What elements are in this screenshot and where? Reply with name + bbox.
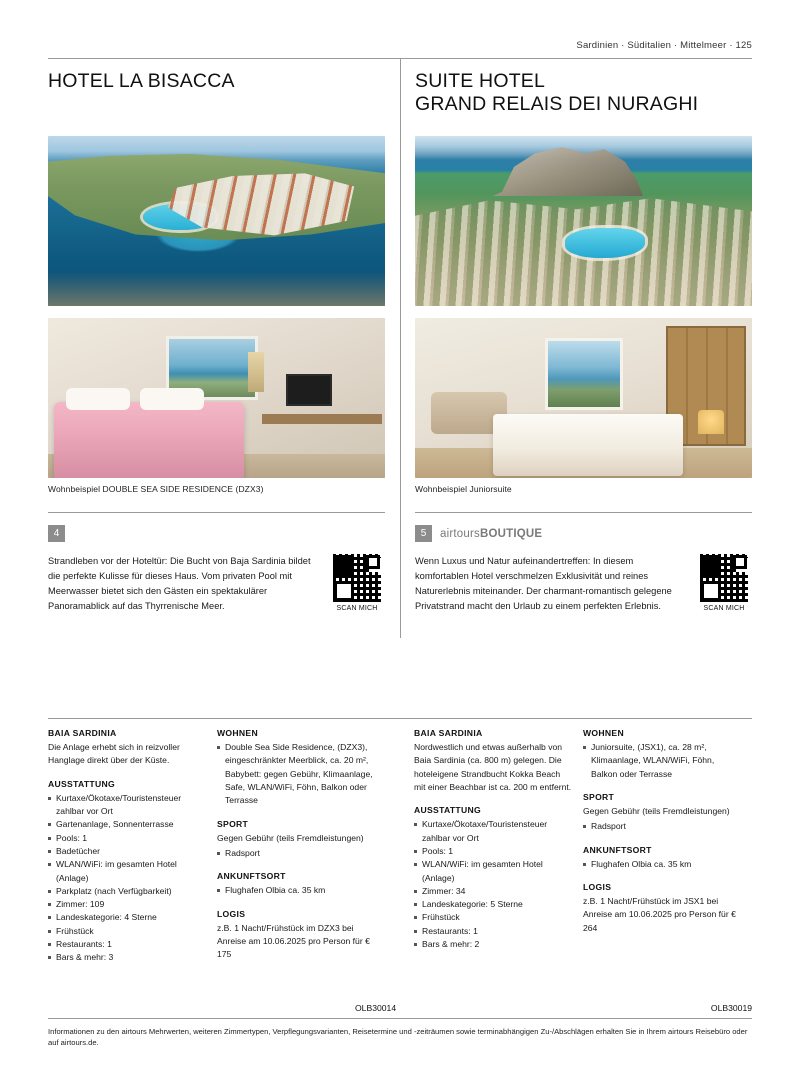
facts-list-ankunftsort [217, 884, 376, 897]
page-title-right-line2: GRAND RELAIS DEI NURAGHI [415, 93, 699, 115]
list-item: Pools: 1 [48, 832, 207, 845]
footer-note: Informationen zu den airtours Mehrwerten, weiteren Zimmertypen, Verpflegungsvarianten, Reisetermine und -zeiträumen sowie terminabhängigen Zu-/Abschlägen erhalten Sie in Ihrem airtours Reisebüro oder auf airtours.de. [48, 1027, 748, 1048]
facts-right-col2 [583, 728, 752, 965]
room-lamp [698, 410, 724, 434]
facts-heading-location: BAIA SARDINIA [48, 728, 117, 738]
room-pillow [140, 388, 204, 410]
badge-row-right [415, 525, 752, 542]
content-columns [48, 62, 752, 614]
page-title-right-line1: SUITE HOTEL [415, 70, 546, 92]
facts-heading-sport: SPORT [583, 791, 615, 802]
list-item: Bars & mehr: 2 [414, 938, 573, 951]
list-item: Radsport [583, 820, 742, 833]
list-item: Bars & mehr: 3 [48, 951, 207, 964]
list-item: Pools: 1 [414, 845, 573, 858]
pool-shape [565, 228, 645, 258]
coast-shape [48, 272, 385, 306]
list-item: Zimmer: 109 [48, 898, 207, 911]
qr-code-icon[interactable] [700, 554, 748, 602]
facts-heading-ankunftsort: ANKUNFTSORT [583, 844, 652, 855]
list-item: WLAN/WiFi: im gesamten Hotel (Anlage) [414, 858, 573, 885]
section-divider-left [48, 512, 385, 513]
facts-heading-logis: LOGIS [583, 881, 612, 892]
hotel-card-left [48, 62, 400, 614]
photo-caption-left: Wohnbeispiel DOUBLE SEA SIDE RESIDENCE (DZX3) [48, 484, 264, 494]
star-rating-badge-right: 5 [415, 525, 432, 542]
description-block-left [48, 554, 385, 614]
description-block-right [415, 554, 752, 614]
facts-heading-wohnen: WOHNEN [583, 728, 624, 738]
list-item: Flughafen Olbia ca. 35 km [217, 884, 376, 897]
facts-sport-text: Gegen Gebühr (teils Fremdleistungen) [217, 832, 364, 843]
hotel-code-right: OLB30019 [710, 1003, 752, 1013]
facts-heading-logis: LOGIS [217, 908, 246, 919]
pool-shape [143, 204, 215, 230]
facts-list-wohnen [217, 741, 376, 808]
facts-list-ausstattung [414, 818, 573, 951]
facts-sport-text: Gegen Gebühr (teils Fremdleistungen) [583, 805, 730, 816]
list-item: Landeskategorie: 4 Sterne [48, 911, 207, 924]
room-desk [262, 414, 382, 424]
list-item: WLAN/WiFi: im gesamten Hotel (Anlage) [48, 858, 207, 885]
list-item: Frühstück [48, 925, 207, 938]
section-divider-right [415, 512, 752, 513]
room-window [545, 338, 623, 410]
facts-list-ankunftsort [583, 858, 742, 871]
facts-list-ausstattung [48, 792, 207, 965]
room-bed [493, 414, 683, 476]
list-item: Restaurants: 1 [48, 938, 207, 951]
list-item: Kurtaxe/Ökotaxe/Touristensteuer zahlbar vor Ort [414, 818, 573, 845]
qr-label-right: SCAN MICH [703, 605, 745, 612]
facts-heading-wohnen: WOHNEN [217, 728, 258, 738]
qr-code-icon[interactable] [333, 554, 381, 602]
photo-caption-right: Wohnbeispiel Juniorsuite [415, 484, 512, 494]
facts-section [48, 728, 752, 965]
facts-left [48, 728, 400, 965]
hotel-photo-aerial-right [415, 136, 752, 306]
badge-row-left [48, 525, 385, 542]
facts-left-col1 [48, 728, 217, 965]
facts-right [400, 728, 752, 965]
facts-heading-ausstattung: AUSSTATTUNG [48, 778, 115, 789]
facts-heading-ankunftsort: ANKUNFTSORT [217, 871, 286, 882]
qr-block-left[interactable] [329, 554, 385, 614]
facts-heading-ausstattung: AUSSTATTUNG [414, 805, 481, 816]
room-pillow [66, 388, 130, 410]
qr-label-left: SCAN MICH [336, 605, 378, 612]
facts-list-sport [217, 847, 376, 860]
list-item: Flughafen Olbia ca. 35 km [583, 858, 742, 871]
facts-right-col1 [414, 728, 583, 965]
list-item: Frühstück [414, 911, 573, 924]
facts-divider [48, 718, 752, 719]
hotel-code-left: OLB30014 [355, 1003, 397, 1013]
boutique-prefix: airtours [440, 527, 480, 540]
hotel-photo-aerial-left [48, 136, 385, 306]
list-item: Parkplatz (nach Verfügbarkeit) [48, 885, 207, 898]
facts-list-wohnen [583, 741, 742, 781]
list-item: Radsport [217, 847, 376, 860]
hotel-description-right: Wenn Luxus und Natur aufeinandertreffen: In diesem komfortablen Hotel verschmelzen Exklusivität und reines Naturerlebnis miteinander. Der charmant-romantisch gelegene Privatstrand macht den Urlaub zu einem perfekten Erlebnis. [415, 556, 672, 612]
hotel-description-left: Strandleben vor der Hoteltür: Die Bucht von Baja Sardinia bildet die perfekte Kulisse für dieses Haus. Vom privaten Pool mit Meerwasser bietet sich den Gästen ein spektakulärer Panoramablick auf das Thyrrenische Meer. [48, 556, 311, 612]
list-item: Juniorsuite, (JSX1), ca. 28 m², Klimaanlage, WLAN/WiFi, Föhn, Balkon oder Terrasse [583, 741, 742, 781]
facts-logis-text: z.B. 1 Nacht/Frühstück im JSX1 bei Anreise am 10.06.2025 pro Person für € 264 [583, 895, 736, 933]
qr-block-right[interactable] [696, 554, 752, 614]
hotel-photo-room-left [48, 318, 385, 478]
room-bed [54, 402, 244, 478]
facts-heading-sport: SPORT [217, 818, 249, 829]
list-item: Double Sea Side Residence, (DZX3), eingeschränkter Meerblick, ca. 20 m², Babybett: gegen Gebühr, Klimaanlage, Safe, WLAN/WiFi, Föhn, Balkon oder Terrasse [217, 741, 376, 808]
list-item: Kurtaxe/Ökotaxe/Touristensteuer zahlbar vor Ort [48, 792, 207, 819]
hotel-card-right [400, 62, 752, 614]
list-item: Badetücher [48, 845, 207, 858]
page-title-right [415, 70, 752, 122]
list-item: Landeskategorie: 5 Sterne [414, 898, 573, 911]
facts-location-text: Die Anlage erhebt sich in reizvoller Hanglage direkt über der Küste. [48, 742, 180, 766]
footer-divider [48, 1018, 752, 1019]
star-rating-badge-left: 4 [48, 525, 65, 542]
list-item: Zimmer: 34 [414, 885, 573, 898]
hotel-photo-room-right [415, 318, 752, 478]
facts-list-sport [583, 820, 742, 833]
boutique-bold: BOUTIQUE [479, 527, 543, 540]
tv-icon [286, 374, 332, 406]
list-item: Gartenanlage, Sonnenterrasse [48, 818, 207, 831]
facts-logis-text: z.B. 1 Nacht/Frühstück im DZX3 bei Anreise am 10.06.2025 pro Person für € 175 [217, 922, 370, 960]
boutique-label [440, 528, 542, 540]
facts-heading-location: BAIA SARDINIA [414, 728, 483, 738]
breadcrumb: Sardinien · Süditalien · Mittelmeer · 125 [576, 40, 752, 51]
page-title-left: HOTEL LA BISACCA [48, 70, 235, 92]
facts-left-col2 [217, 728, 386, 965]
facts-location-text: Nordwestlich und etwas außerhalb von Baia Sardinia (ca. 800 m) gelegen. Die hoteleigene Strandbucht Kokka Beach mit einer Beachbar ist ca. 200 m entfernt. [414, 742, 572, 792]
list-item: Restaurants: 1 [414, 925, 573, 938]
room-lamp [248, 352, 264, 392]
